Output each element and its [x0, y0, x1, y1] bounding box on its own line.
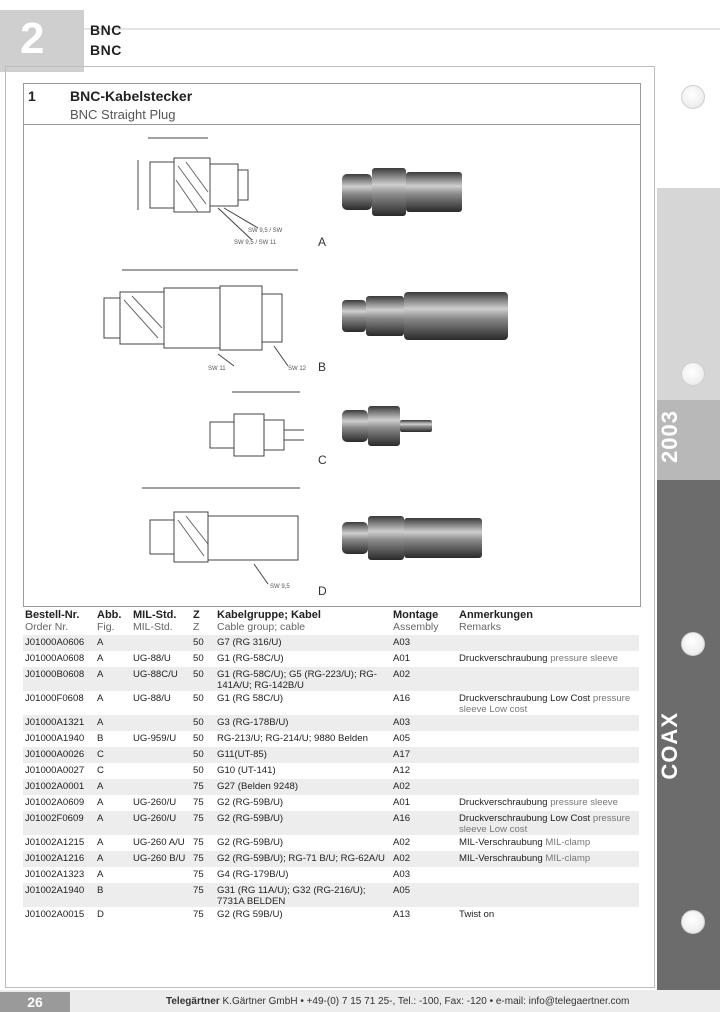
cell-z: 50 [193, 693, 204, 704]
cell-assembly: A16 [393, 693, 411, 704]
header-fig-en: Fig. [97, 621, 115, 633]
section-title-de: BNC-Kabelstecker [70, 88, 193, 104]
table-row [23, 779, 639, 795]
cell-mil [131, 715, 191, 731]
header-remarks-de: Anmerkungen [459, 609, 533, 621]
cell-fig: D [97, 909, 104, 920]
table-row [23, 835, 639, 851]
figure-c-label: C [318, 453, 327, 467]
cell-cable: G2 (RG 59B/U) [217, 909, 283, 920]
cell-mil [131, 635, 191, 651]
cell-cable: G2 (RG-59B/U); RG-71 B/U; RG-62A/U [215, 851, 391, 867]
table-header-de [23, 607, 639, 621]
cell-z: 75 [191, 883, 215, 907]
cell-order: J01002A1940 [23, 883, 95, 907]
cell-z: 50 [191, 747, 215, 763]
figure-a-wrench-1: SW 9,5 / SW [248, 228, 283, 234]
cell-order: J01000A1940 [25, 733, 85, 744]
table-row [23, 867, 639, 883]
header-remarks-en: Remarks [459, 621, 502, 633]
cell-remarks [457, 691, 639, 715]
remark-en: pressure sleeve Low cost [459, 693, 631, 715]
cell-assembly: A01 [393, 653, 411, 664]
cell-remarks [457, 851, 639, 867]
binder-hole [681, 632, 705, 656]
header-order-de: Bestell-Nr. [25, 609, 80, 621]
cell-fig: A [97, 869, 104, 880]
header-mil-en: MIL-Std. [133, 621, 173, 633]
cell-order: J01002A1323 [25, 869, 85, 880]
table-row [23, 667, 639, 691]
figure-d-drawing [104, 480, 310, 594]
figure-b-photo [338, 288, 518, 344]
cell-z: 75 [193, 797, 204, 808]
cell-remarks [457, 835, 639, 851]
figure-b-wrench-2: SW 12 [288, 366, 307, 372]
side-tab-category-text: COAX [657, 712, 682, 780]
cell-fig: A [95, 667, 131, 691]
cell-fig: A [95, 851, 131, 867]
figure-c-drawing [192, 384, 308, 464]
cell-order: J01000A0606 [23, 635, 95, 651]
table-row [23, 715, 639, 731]
cell-cable: RG-213/U; RG-214/U; 9880 Belden [217, 733, 368, 744]
cell-fig: A [95, 779, 131, 795]
remark-en: pressure sleeve Low cost [459, 813, 631, 835]
side-tab-year [657, 400, 720, 480]
cell-cable: G31 (RG 11A/U); G32 (RG-216/U); 7731A BELDEN [215, 883, 391, 907]
cell-mil: UG-88/U [133, 653, 171, 664]
page-number: 26 [0, 992, 70, 1012]
cell-order: J01000A0027 [25, 765, 85, 776]
cell-order: J01002A0015 [25, 909, 85, 920]
section-number: 1 [28, 88, 36, 104]
side-tab-year-text: 2003 [657, 410, 682, 463]
cell-remarks [457, 635, 639, 651]
cell-assembly: A03 [391, 715, 457, 731]
remark-en: MIL-clamp [545, 853, 591, 864]
cell-remarks [457, 715, 639, 731]
cell-mil [131, 779, 191, 795]
cell-order: J01000A0608 [25, 653, 85, 664]
cell-assembly: A12 [393, 765, 411, 776]
remark-de: Druckverschraubung [459, 797, 548, 808]
table-row [23, 651, 639, 667]
header-cable-en: Cable group; cable [217, 621, 306, 633]
figure-d-wrench: SW 9,5 [270, 584, 290, 590]
footer-contact [166, 996, 629, 1007]
cell-mil [131, 883, 191, 907]
cell-order: J01002F0609 [23, 811, 95, 835]
remark-de: Twist on [459, 909, 495, 920]
cell-assembly: A17 [391, 747, 457, 763]
cell-z: 50 [191, 667, 215, 691]
remark-en: pressure sleeve [550, 797, 618, 808]
table-row [23, 731, 639, 747]
cell-cable: G2 (RG-59B/U) [217, 837, 284, 848]
remark-de: Druckverschraubung Low Cost [459, 693, 591, 704]
order-table [23, 607, 639, 923]
cell-fig: A [95, 811, 131, 835]
remark-en: pressure sleeve [550, 653, 618, 664]
cell-mil [131, 907, 191, 923]
cell-remarks [457, 867, 639, 883]
cell-assembly: A02 [391, 779, 457, 795]
cell-mil [131, 867, 191, 883]
cell-z: 75 [191, 779, 215, 795]
cell-cable: G3 (RG-178B/U) [215, 715, 391, 731]
cell-remarks [457, 907, 639, 923]
table-row [23, 763, 639, 779]
order-table-body [23, 607, 639, 923]
figure-d-photo [338, 508, 488, 568]
cell-z: 75 [193, 909, 204, 920]
cell-assembly: A02 [393, 837, 411, 848]
cell-z: 75 [193, 869, 204, 880]
cell-order: J01002A1215 [25, 837, 85, 848]
cell-order: J01002A1216 [23, 851, 95, 867]
figure-b-label: B [318, 360, 327, 374]
remark-de: MIL-Verschraubung [459, 853, 543, 864]
figure-d-label: D [318, 584, 327, 598]
figure-c-photo [338, 400, 438, 452]
cell-mil: UG-959/U [133, 733, 177, 744]
cell-assembly: A05 [393, 733, 411, 744]
cell-order: J01000F0608 [25, 693, 84, 704]
cell-cable: G1 (RG-58C/U) [217, 653, 284, 664]
section-title-divider [23, 124, 640, 125]
cell-order: J01000A1321 [23, 715, 95, 731]
table-row [23, 747, 639, 763]
cell-mil: UG-260 B/U [131, 851, 191, 867]
figure-b-drawing [98, 262, 308, 374]
cell-fig: A [97, 837, 104, 848]
cell-remarks [457, 795, 639, 811]
figure-b-wrench-1: SW 11 [208, 366, 226, 372]
header-z-en: Z [193, 621, 200, 633]
cell-order: J01000B0608 [23, 667, 95, 691]
cell-fig: A [97, 797, 104, 808]
footer-contact-text: K.Gärtner GmbH • +49-(0) 7 15 71 25-, Tel.: -100, Fax: -120 • e-mail: info@telegaertner.com [222, 996, 630, 1007]
cell-z: 50 [193, 765, 204, 776]
cell-z: 50 [191, 715, 215, 731]
cell-cable: G10 (UT-141) [217, 765, 276, 776]
table-row [23, 795, 639, 811]
cell-order: J01002A0001 [23, 779, 95, 795]
table-row [23, 851, 639, 867]
cell-z: 75 [191, 811, 215, 835]
table-row [23, 691, 639, 715]
figure-a-photo [338, 160, 470, 222]
header-mil-de: MIL-Std. [133, 609, 177, 621]
cell-assembly: A05 [391, 883, 457, 907]
cell-cable: G2 (RG-59B/U) [217, 797, 284, 808]
binder-hole [681, 85, 705, 109]
cell-mil [131, 763, 191, 779]
table-row [23, 907, 639, 923]
header-strip [84, 28, 720, 30]
cell-fig: A [97, 653, 104, 664]
cell-remarks [457, 883, 639, 907]
cell-remarks [457, 667, 639, 691]
cell-fig: A [95, 635, 131, 651]
figure-a-wrench-2: SW 9,5 / SW 11 [234, 240, 277, 246]
cell-remarks [457, 651, 639, 667]
cell-order: J01000A0026 [23, 747, 95, 763]
cell-assembly: A01 [393, 797, 411, 808]
figure-a-label: A [318, 235, 327, 249]
cell-cable: G2 (RG-59B/U) [215, 811, 391, 835]
remark-en: MIL-clamp [545, 837, 591, 848]
cell-cable: G4 (RG-179B/U) [217, 869, 289, 880]
cell-cable: G1 (RG 58C/U) [217, 693, 284, 704]
cell-mil: UG-260/U [133, 797, 177, 808]
cell-z: 50 [193, 653, 204, 664]
cell-cable: G7 (RG 316/U) [215, 635, 391, 651]
cell-mil [131, 747, 191, 763]
cell-remarks [457, 731, 639, 747]
cell-remarks [457, 747, 639, 763]
table-row [23, 883, 639, 907]
header-order-en: Order Nr. [25, 621, 69, 633]
cell-z: 75 [193, 837, 204, 848]
cell-assembly: A16 [391, 811, 457, 835]
cell-fig: B [97, 733, 104, 744]
binder-hole [681, 362, 705, 386]
cell-assembly: A13 [393, 909, 411, 920]
header-z-de: Z [193, 609, 200, 621]
cell-mil: UG-88/U [133, 693, 171, 704]
remark-de: MIL-Verschraubung [459, 837, 543, 848]
cell-assembly: A02 [391, 667, 457, 691]
remark-de: Druckverschraubung [459, 653, 548, 664]
cell-cable: G11(UT-85) [215, 747, 391, 763]
cell-cable: G27 (Belden 9248) [215, 779, 391, 795]
header-assembly-de: Montage [393, 609, 439, 621]
cell-assembly: A03 [391, 635, 457, 651]
cell-assembly: A02 [391, 851, 457, 867]
header-fig-de: Abb. [97, 609, 122, 621]
cell-fig: B [95, 883, 131, 907]
header-title-en: BNC [90, 42, 122, 58]
binder-hole [681, 910, 705, 934]
cell-fig: C [97, 765, 104, 776]
cell-mil: UG-260/U [131, 811, 191, 835]
cell-mil: UG-88C/U [131, 667, 191, 691]
chapter-number: 2 [20, 14, 45, 63]
table-row [23, 811, 639, 835]
cell-cable: G1 (RG-58C/U); G5 (RG-223/U); RG-141A/U; RG-142B/U [215, 667, 391, 691]
cell-fig: C [95, 747, 131, 763]
cell-fig: A [97, 693, 104, 704]
cell-assembly: A03 [393, 869, 411, 880]
cell-order: J01002A0609 [25, 797, 85, 808]
cell-z: 75 [191, 851, 215, 867]
table-header-en [23, 621, 639, 635]
cell-z: 50 [191, 635, 215, 651]
header-assembly-en: Assembly [393, 621, 439, 633]
cell-mil: UG-260 A/U [133, 837, 185, 848]
cell-remarks [457, 763, 639, 779]
cell-remarks [457, 811, 639, 835]
remark-de: Druckverschraubung Low Cost [459, 813, 591, 824]
cell-z: 50 [193, 733, 204, 744]
cell-remarks [457, 779, 639, 795]
section-title-en: BNC Straight Plug [70, 107, 176, 122]
header-cable-de: Kabelgruppe; Kabel [217, 609, 321, 621]
cell-fig: A [95, 715, 131, 731]
header-title-de: BNC [90, 22, 122, 38]
footer-brand: Telegärtner [166, 996, 220, 1007]
figure-a-drawing [128, 130, 308, 248]
table-row [23, 635, 639, 651]
